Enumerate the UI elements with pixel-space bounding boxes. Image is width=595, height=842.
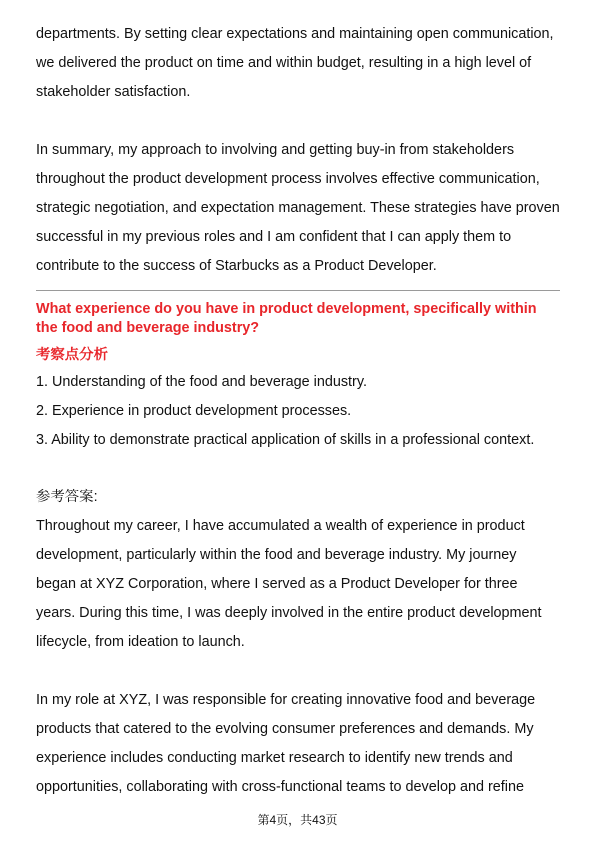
analysis-points-list xyxy=(36,368,560,455)
paragraph-career-experience: Throughout my career, I have accumulated a wealth of experience in product development, particularly within the food and beverage industry. My journey began at XYZ Corporation, where I served as a Product Developer for three years. During this time, I was deeply involved in the entire product development lifecycle, from ideation to launch. xyxy=(36,518,542,650)
page-number-footer: 第4页，共43页 xyxy=(257,813,338,827)
paragraph-role-at-xyz: In my role at XYZ, I was responsible for creating innovative food and beverage products that catered to the evolving consumer preferences and demands. My experience includes conducting market research to identify new trends and opportunities, collaborating with cross-functional teams to develop and refine xyxy=(36,692,536,795)
reference-answer-heading: 参考答案: xyxy=(36,489,98,505)
analysis-heading: 考察点分析 xyxy=(36,347,108,363)
paragraph-stakeholder-satisfaction: departments. By setting clear expectations and maintaining open communication, we delivered the product on time and within budget, resulting in a high level of stakeholder satisfaction. xyxy=(36,26,554,100)
paragraph-summary: In summary, my approach to involving and getting buy-in from stakeholders throughout the product development process involves effective communication, strategic negotiation, and expectation management. These strategies have proven successful in my previous roles and I am confident that I can apply them to contribute to the success of Starbucks as a Product Developer. xyxy=(36,142,560,274)
analysis-point: 1. Understanding of the food and beverage industry. xyxy=(36,374,367,390)
section-divider xyxy=(36,290,560,291)
question-heading: What experience do you have in product development, specifically within the food and beverage industry? xyxy=(36,301,537,336)
analysis-point: 2. Experience in product development processes. xyxy=(36,402,352,419)
analysis-point: 3. Ability to demonstrate practical application of skills in a professional context. xyxy=(36,431,535,448)
